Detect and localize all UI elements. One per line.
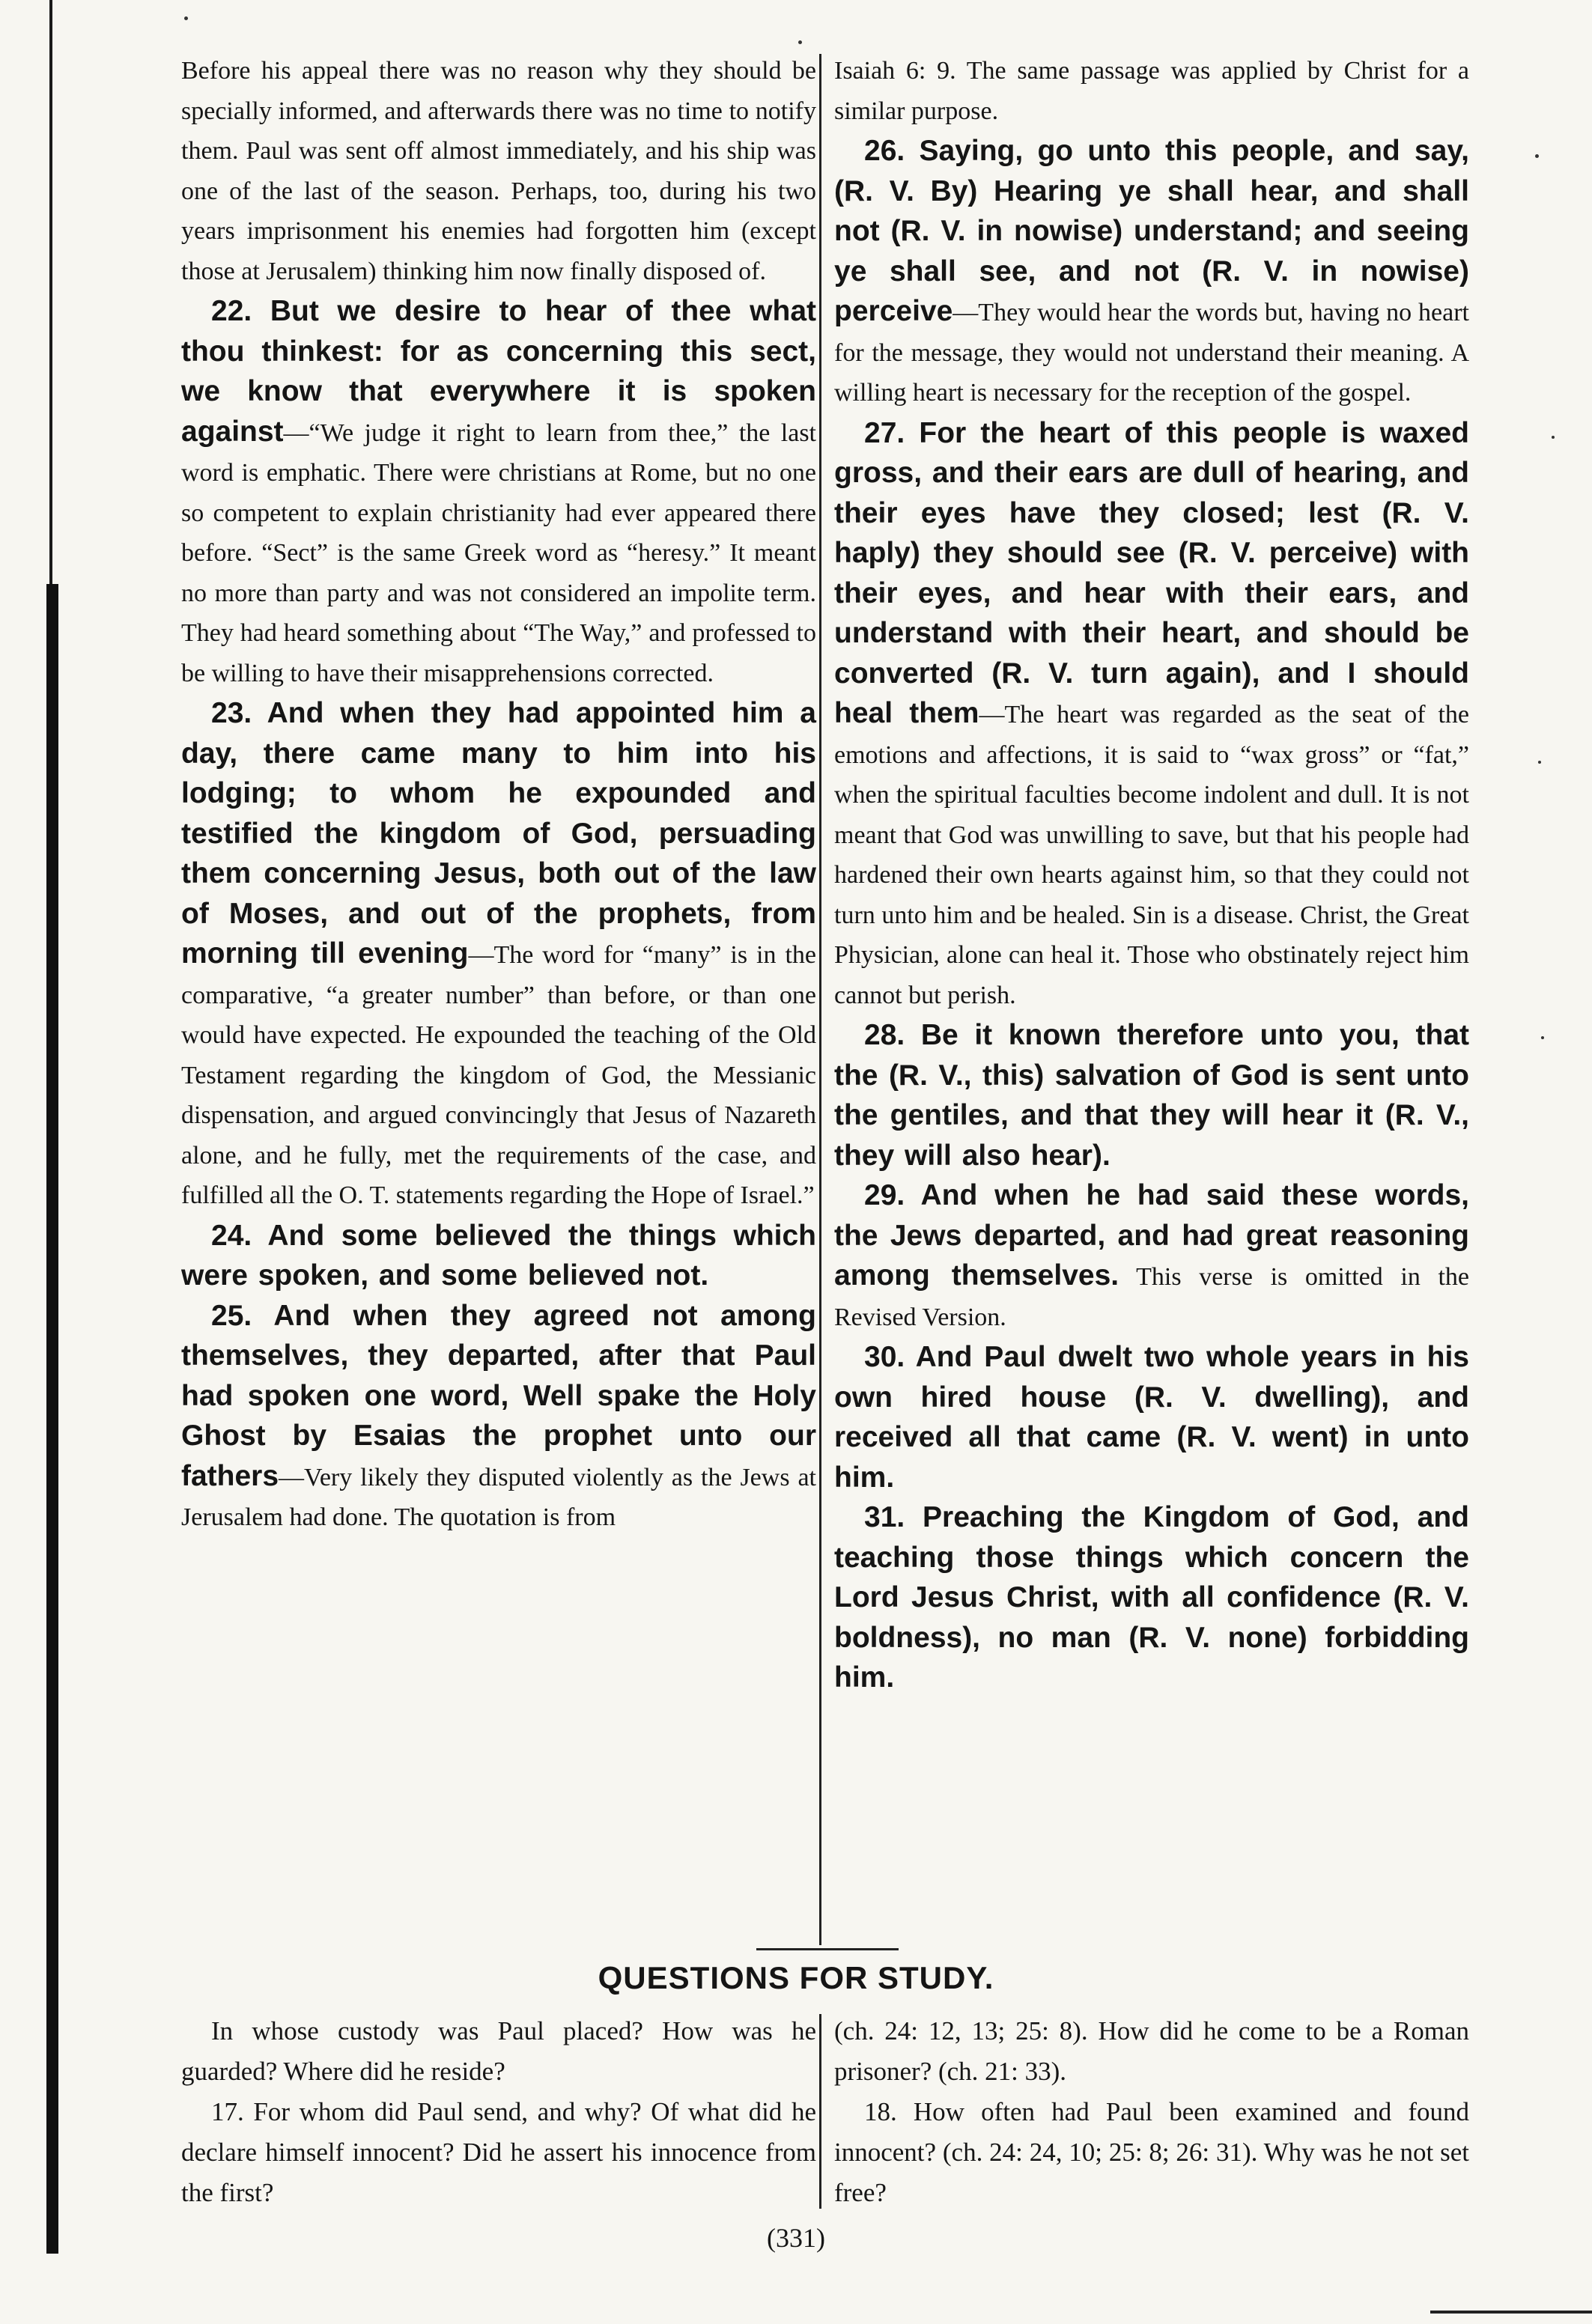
verse-25 bbox=[181, 1296, 816, 1538]
scan-speck bbox=[184, 16, 188, 20]
verse-text: And when he had said these words, the Jews departed, and had great reasoning among themselves. bbox=[834, 1179, 1469, 1292]
verse-number: 31. bbox=[864, 1501, 905, 1533]
verse-number: 30. bbox=[864, 1341, 905, 1373]
paragraph-intro-left: Before his appeal there was no reason why they should be specially informed, and afterwards there was no time to notify them. Paul was sent off almost immediately, and his ship was one of the last of the season. Perhaps, too, during his two years imprisonment his enemies had forgotten him (except those at Jerusalem) thinking him now finally disposed of. bbox=[181, 57, 816, 285]
scan-speck bbox=[1541, 1036, 1544, 1039]
question-text: How often had Paul been examined and found innocent? (ch. 24: 24, 10; 25: 8; 26: 31). Why was he not set free? bbox=[834, 2097, 1469, 2207]
verse-number: 26. bbox=[864, 135, 905, 167]
scan-speck bbox=[1538, 761, 1541, 764]
verse-text: And Paul dwelt two whole years in his own hired house (R. V. dwelling), and received all that came (R. V. went) in unto him. bbox=[834, 1341, 1469, 1494]
verse-commentary: This verse is omitted in the Revised Version. bbox=[834, 1263, 1470, 1331]
paragraph-intro-right: Isaiah 6: 9. The same passage was applied by Christ for a similar purpose. bbox=[834, 57, 1469, 125]
question-item bbox=[834, 2092, 1469, 2213]
verse-number: 25. bbox=[211, 1299, 252, 1332]
page-number: (331) bbox=[767, 2223, 825, 2253]
question-text: For whom did Paul send, and why? Of what did he declare himself innocent? Did he assert his innocence from the first? bbox=[181, 2097, 816, 2207]
verse-number: 24. bbox=[211, 1219, 252, 1252]
question-item bbox=[834, 2011, 1469, 2092]
question-number: 18. bbox=[864, 2097, 897, 2126]
questions-right-column bbox=[834, 2011, 1469, 2213]
verse-commentary: —The heart was regarded as the seat of the emotions and affections, it is said to “wax gross” or “fat,” when the spiritual faculties become indolent and dull. It is not meant that God was unwilling to save, but that his people had hardened their own hearts against him, so that they could not turn unto him and be healed. Sin is a disease. Christ, the Great Physician, alone can heal it. Those who obstinately reject him cannot but perish. bbox=[834, 701, 1469, 1009]
right-column bbox=[834, 51, 1469, 1698]
scan-bottom-mark bbox=[1430, 2311, 1592, 2314]
verse-text: And when they agreed not among themselves, they departed, after that Paul had spoken one word, Well spake the Holy Ghost by Esaias the prophet unto our fathers bbox=[181, 1299, 816, 1492]
question-text: In whose custody was Paul placed? How was he guarded? Where did he reside? bbox=[181, 2016, 816, 2086]
section-divider bbox=[756, 1948, 899, 1950]
verse-text: And some believed the things which were spoken, and some believed not. bbox=[181, 1219, 817, 1292]
verse-27 bbox=[834, 413, 1469, 1016]
verse-29 bbox=[834, 1175, 1469, 1337]
scan-speck bbox=[1535, 154, 1539, 158]
verse-23 bbox=[181, 693, 816, 1216]
verse-30 bbox=[834, 1337, 1469, 1497]
verse-text: And when they had appointed him a day, there came many to him into his lodging; to whom he expounded and testified the kingdom of God, persuading them concerning Jesus, both out of the law of Moses, and out of the prophets, from morning till evening bbox=[181, 697, 816, 970]
verse-text: But we desire to hear of thee what thou thinkest: for as concerning this sect, we know that everywhere it is spoken against bbox=[181, 295, 816, 448]
question-text: (ch. 24: 12, 13; 25: 8). How did he come to be a Roman prisoner? (ch. 21: 33). bbox=[834, 2016, 1469, 2086]
verse-26 bbox=[834, 131, 1469, 413]
verse-text: Saying, go unto this people, and say, (R. V. By) Hearing ye shall hear, and shall not (R. V. in nowise) understand; and seeing ye shall see, and not (R. V. in nowise) perceive bbox=[834, 135, 1469, 327]
questions-heading: QUESTIONS FOR STUDY. bbox=[598, 1960, 994, 1995]
verse-commentary: —The word for “many” is in the comparative, “a greater number” than before, or than one would have expected. He expounded the teaching of the Old Testament regarding the kingdom of God, the Messianic dispensation, and argued convincingly that Jesus of Nazareth alone, and he fully, met the requirements of the case, and fulfilled all the O. T. statements regarding the Hope of Israel.” bbox=[181, 941, 816, 1209]
scan-speck bbox=[798, 40, 802, 44]
verse-28 bbox=[834, 1015, 1469, 1175]
scan-binding-edge-lower bbox=[46, 584, 58, 2254]
verse-number: 27. bbox=[864, 416, 905, 449]
column-divider bbox=[819, 54, 821, 1945]
questions-left-column bbox=[181, 2011, 816, 2213]
question-item bbox=[181, 2011, 816, 2092]
verse-commentary: —“We judge it right to learn from thee,” the last word is emphatic. There were christians at Rome, but no one so competent to explain christianity had ever appeared there before. “Sect” is the same Greek word as “heresy.” It meant no more than party and was not considered an impolite term. They had heard something about “The Way,” and professed to be willing to have their misapprehensions corrected. bbox=[181, 419, 816, 687]
verse-text: Be it known therefore unto you, that the (R. V., this) salvation of God is sent unto the gentiles, and that they will hear it (R. V., they will also hear). bbox=[834, 1019, 1469, 1172]
verse-22 bbox=[181, 291, 816, 693]
scan-speck bbox=[1552, 436, 1555, 439]
verse-number: 29. bbox=[864, 1179, 905, 1211]
scan-binding-edge bbox=[49, 0, 52, 584]
verse-commentary: —They would hear the words but, having no heart for the message, they would not understand their meaning. A willing heart is necessary for the reception of the gospel. bbox=[834, 299, 1469, 407]
question-item bbox=[181, 2092, 816, 2213]
questions-column-divider bbox=[819, 2014, 821, 2209]
verse-text: For the heart of this people is waxed gross, and their ears are dull of hearing, and their eyes have they closed; lest (R. V. haply) they should see (R. V. perceive) with their eyes, and hear with their ears, and understand with their heart, and should be converted (R. V. turn again), and I should heal them bbox=[834, 416, 1469, 729]
left-column bbox=[181, 51, 816, 1538]
verse-31 bbox=[834, 1497, 1469, 1698]
verse-24 bbox=[181, 1216, 816, 1296]
verse-number: 23. bbox=[211, 697, 252, 729]
verse-commentary: —Very likely they disputed violently as the Jews at Jerusalem had done. The quotation is from bbox=[181, 1463, 816, 1531]
verse-text: Preaching the Kingdom of God, and teaching those things which concern the Lord Jesus Christ, with all confidence (R. V. boldness), no man (R. V. none) forbidding him. bbox=[834, 1501, 1469, 1694]
question-number: 17. bbox=[211, 2097, 244, 2126]
verse-number: 22. bbox=[211, 295, 252, 327]
verse-number: 28. bbox=[864, 1019, 905, 1051]
